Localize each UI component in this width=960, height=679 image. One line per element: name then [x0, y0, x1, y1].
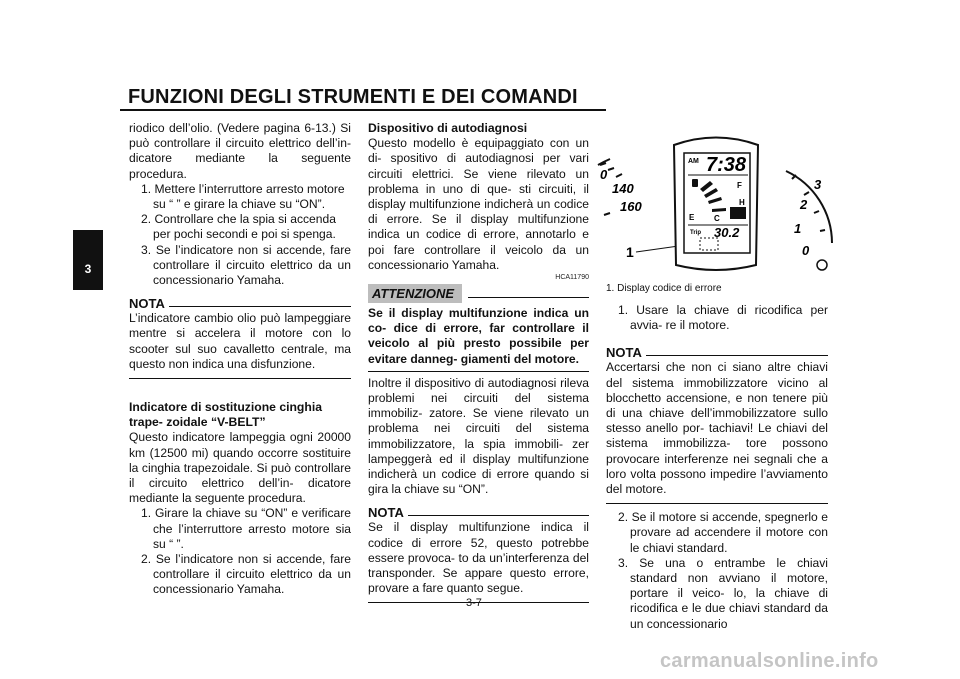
- title-rule: [120, 109, 606, 111]
- attention-badge: ATTENZIONE: [368, 284, 462, 303]
- figure-caption: 1. Display codice di errore: [606, 283, 722, 294]
- column-1: [129, 121, 351, 598]
- am-label: AM: [688, 158, 699, 165]
- vbelt-heading: Indicatore di sostituzione cinghia trape- zoidale “V-BELT”: [129, 400, 322, 430]
- col3-nota-text: Accertarsi che non ci siano altre chiavi del sistema immobilizzatore vicino al blocchetto accensione, e non tenere più di una chiave dell’immobilizzatore sullo stesso anello por- tachiavi! Le chiavi del sistema immobilizza- tore possono provocare interferenze nei segnali che a loro volta possono impedire l’avviamento del motore.: [606, 360, 828, 497]
- temp-c-label: C: [714, 214, 720, 223]
- rpm-label-2: 2: [800, 197, 808, 212]
- col2-nota-text: Se il display multifunzione indica il codice di errore 52, questo potrebbe essere provoca- to da un’interferenza del transponder. Se appare questo errore, provare a fare quanto segue.: [368, 520, 589, 596]
- column-3: [606, 303, 828, 632]
- speed-label-160: 160: [620, 199, 642, 214]
- diag-heading: Dispositivo di autodiagnosi: [368, 121, 528, 135]
- instrument-cluster-figure: [596, 125, 836, 283]
- callout-number: 1: [626, 244, 634, 260]
- fuel-f-label: F: [737, 181, 742, 190]
- diag-text: Questo modello è equipaggiato con un di- spositivo di autodiagnosi per vari circuiti elettrici. Se viene rilevato un problema in uno di que- sti circuiti, il display multifunzione indicherà un codice di errore. Se il display multifunzione indica un codice di errore, annotarlo e poi fare controllare il veicolo da un concessionario Yamaha.: [368, 136, 589, 272]
- col1-intro: riodico dell’olio. (Vedere pagina 6-13.) Si può controllare il circuito elettrico dell’in- dicatore mediante la seguente procedura.: [129, 121, 351, 181]
- nota-label: NOTA: [129, 296, 169, 311]
- rpm-label-3: 3: [814, 177, 822, 192]
- nota-end-rule: [129, 378, 351, 379]
- attention-text: Se il display multifunzione indica un co- dice di errore, far controllare il veicolo al più presto possibile per evitare danneg- giamenti del motore.: [368, 306, 589, 366]
- instrument-cluster-illustration: [596, 125, 836, 283]
- col1-step-2: 2. Controllare che la spia si accenda per pochi secondi e poi si spenga.: [141, 212, 336, 242]
- vbelt-text: Questo indicatore lampeggia ogni 20000 km (12500 mi) quando occorre sostituire la cinghia trapezoidale. Si può controllare il circuito elettrico dell’in- dicatore mediante la seguente procedura.: [129, 430, 351, 506]
- nota-label-2: NOTA: [368, 505, 408, 520]
- col1-step-3: 3. Se l’indicatore non si accende, fare controllare il circuito elettrico da un concessionario Yamaha.: [141, 242, 351, 288]
- temp-h-label: H: [739, 198, 745, 207]
- temperature-icon: [730, 207, 746, 219]
- col1-step-1: 1. Mettere l’interruttore arresto motore su “ ” e girare la chiave su “ON”.: [141, 181, 345, 212]
- column-2: [368, 121, 589, 603]
- attention-end-rule: [368, 371, 589, 372]
- nota-end-rule-3: [606, 503, 828, 504]
- indicator-icon: [817, 260, 827, 270]
- col3-step-1: 1. Usare la chiave di ricodifica per avvia- re il motore.: [618, 303, 828, 333]
- warning-code: HCA11790: [555, 274, 589, 282]
- speed-label-140: 140: [612, 181, 634, 196]
- col3-step-3: 3. Se una o entrambe le chiavi standard non avviano il motore, portare il veico- lo, la chiave di ricodifica e le due chiavi standard da un concessionario: [618, 555, 828, 631]
- col1-nota-text: L’indicatore cambio olio può lampeggiare mentre si accelera il motore con lo scooter sul suo cavalletto centrale, ma questo non indica una disfunzione.: [129, 311, 351, 371]
- vbelt-step-1: 1. Girare la chiave su “ON” e verificare che l’interruttore arresto motore sia su “ ”.: [141, 506, 351, 551]
- col3-step-2: 2. Se il motore si accende, spegnerlo e provare ad accendere il motore con le chiavi standard.: [618, 510, 828, 555]
- immob-text: Inoltre il dispositivo di autodiagnosi rileva problemi nei circuiti del sistema immobiliz- zatore. Se viene rilevato un problema nei circuiti del sistema immobilizzatore, la spia immobili- zer lampeggerà ed il display multifunzione indicherà un codice di errore quando si gira la chiave su “ON”.: [368, 375, 589, 497]
- footer-watermark: carmanualsonline.info: [660, 650, 879, 672]
- fuel-e-label: E: [689, 213, 695, 222]
- clock-display: 7:38: [706, 154, 747, 176]
- chapter-tab: [73, 230, 103, 290]
- speed-label-0: 0: [600, 167, 608, 182]
- nota-header-2: [368, 505, 589, 520]
- page-title: FUNZIONI DEGLI STRUMENTI E DEI COMANDI: [128, 86, 578, 108]
- rpm-label-0: 0: [802, 243, 810, 258]
- chapter-number: 3: [84, 262, 92, 276]
- attention-header: [368, 284, 589, 306]
- nota-label-3: NOTA: [606, 345, 646, 360]
- trip-label: Trip: [690, 230, 702, 236]
- odometer-display: 30.2: [714, 225, 740, 240]
- vbelt-step-2: 2. Se l’indicatore non si accende, fare controllare il circuito elettrico da un concessionario Yamaha.: [141, 552, 351, 597]
- nota-header: [129, 296, 351, 311]
- rpm-label-1: 1: [794, 221, 802, 236]
- nota-header-3: [606, 345, 828, 360]
- page-number: 3-7: [466, 597, 482, 609]
